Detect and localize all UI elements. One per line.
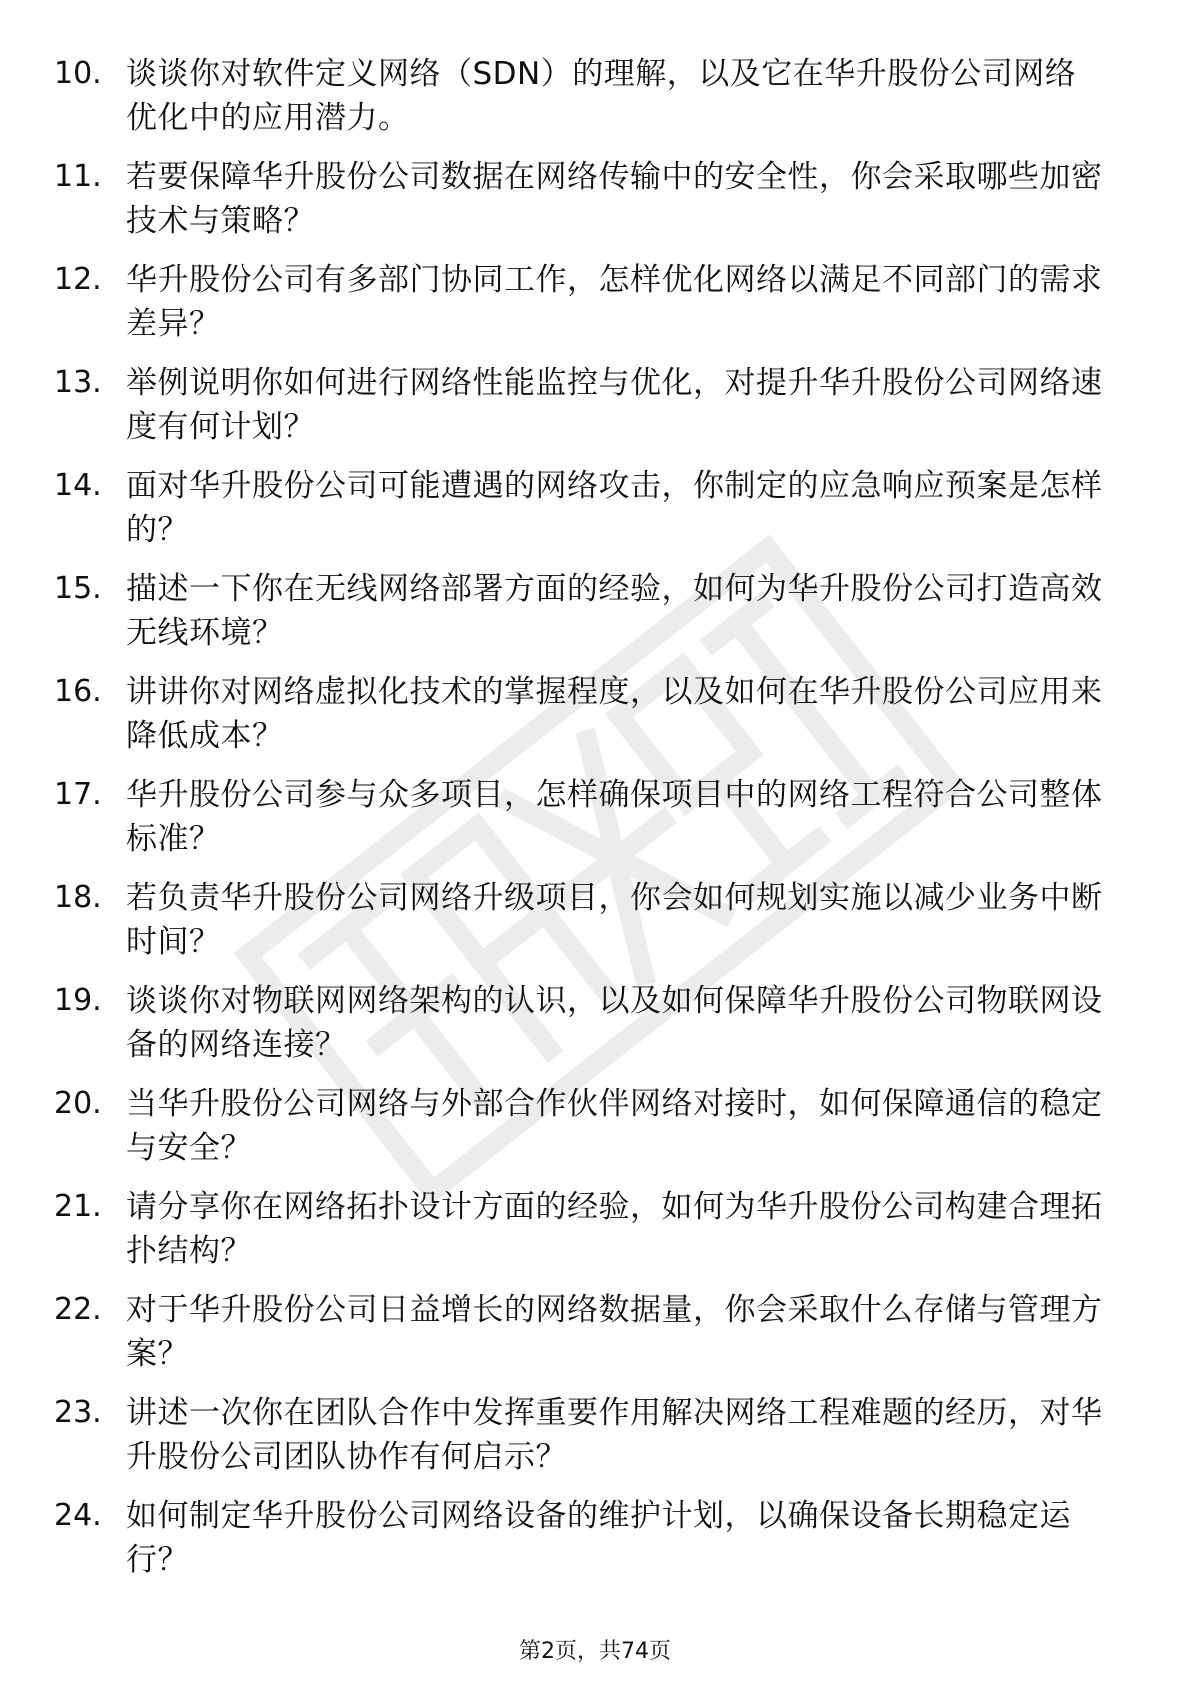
list-item bbox=[54, 155, 1104, 258]
list-item bbox=[54, 52, 1104, 155]
question-text: 请分享你在网络拓扑设计方面的经验，如何为华升股份公司构建合理拓扑结构？ bbox=[126, 1189, 1103, 1269]
question-number: 16. bbox=[54, 674, 102, 709]
question-number: 14. bbox=[54, 468, 102, 503]
question-text: 若负责华升股份公司网络升级项目，你会如何规划实施以减少业务中断时间？ bbox=[126, 880, 1103, 960]
question-number: 13. bbox=[54, 365, 102, 400]
list-item bbox=[54, 773, 1104, 876]
question-text: 如何制定华升股份公司网络设备的维护计划，以确保设备长期稳定运行？ bbox=[126, 1498, 1071, 1578]
question-text: 对于华升股份公司日益增长的网络数据量，你会采取什么存储与管理方案？ bbox=[126, 1292, 1103, 1372]
question-number: 23. bbox=[54, 1395, 102, 1430]
list-item bbox=[54, 876, 1104, 979]
question-text: 谈谈你对物联网网络架构的认识，以及如何保障华升股份公司物联网设备的网络连接？ bbox=[126, 983, 1103, 1063]
question-list bbox=[54, 52, 1104, 1597]
question-number: 18. bbox=[54, 880, 102, 915]
list-item bbox=[54, 361, 1104, 464]
list-item bbox=[54, 1082, 1104, 1185]
list-item bbox=[54, 670, 1104, 773]
question-number: 21. bbox=[54, 1189, 102, 1224]
question-text: 面对华升股份公司可能遭遇的网络攻击，你制定的应急响应预案是怎样的？ bbox=[126, 468, 1103, 548]
list-item bbox=[54, 464, 1104, 567]
list-item bbox=[54, 1288, 1104, 1391]
question-number: 22. bbox=[54, 1292, 102, 1327]
question-number: 24. bbox=[54, 1498, 102, 1533]
question-number: 19. bbox=[54, 983, 102, 1018]
question-text: 讲讲你对网络虚拟化技术的掌握程度，以及如何在华升股份公司应用来降低成本？ bbox=[126, 674, 1103, 754]
question-number: 17. bbox=[54, 777, 102, 812]
list-item bbox=[54, 258, 1104, 361]
question-number: 15. bbox=[54, 571, 102, 606]
list-item bbox=[54, 1185, 1104, 1288]
question-text: 举例说明你如何进行网络性能监控与优化，对提升华升股份公司网络速度有何计划？ bbox=[126, 365, 1103, 445]
question-text: 当华升股份公司网络与外部合作伙伴网络对接时，如何保障通信的稳定与安全？ bbox=[126, 1086, 1103, 1166]
question-number: 10. bbox=[54, 56, 102, 91]
question-text: 华升股份公司参与众多项目，怎样确保项目中的网络工程符合公司整体标准？ bbox=[126, 777, 1103, 857]
question-text: 讲述一次你在团队合作中发挥重要作用解决网络工程难题的经历，对华升股份公司团队协作有何启示？ bbox=[126, 1395, 1103, 1475]
question-number: 20. bbox=[54, 1086, 102, 1121]
question-number: 12. bbox=[54, 262, 102, 297]
question-text: 谈谈你对软件定义网络（SDN）的理解，以及它在华升股份公司网络优化中的应用潜力。 bbox=[126, 56, 1077, 136]
list-item bbox=[54, 1391, 1104, 1494]
question-text: 华升股份公司有多部门协同工作，怎样优化网络以满足不同部门的需求差异？ bbox=[126, 262, 1103, 342]
question-text: 描述一下你在无线网络部署方面的经验，如何为华升股份公司打造高效无线环境？ bbox=[126, 571, 1103, 651]
list-item bbox=[54, 979, 1104, 1082]
question-number: 11. bbox=[54, 159, 102, 194]
page-footer: 第2页，共74页 bbox=[519, 1639, 671, 1664]
list-item bbox=[54, 567, 1104, 670]
list-item bbox=[54, 1494, 1104, 1597]
question-text: 若要保障华升股份公司数据在网络传输中的安全性，你会采取哪些加密技术与策略？ bbox=[126, 159, 1103, 239]
